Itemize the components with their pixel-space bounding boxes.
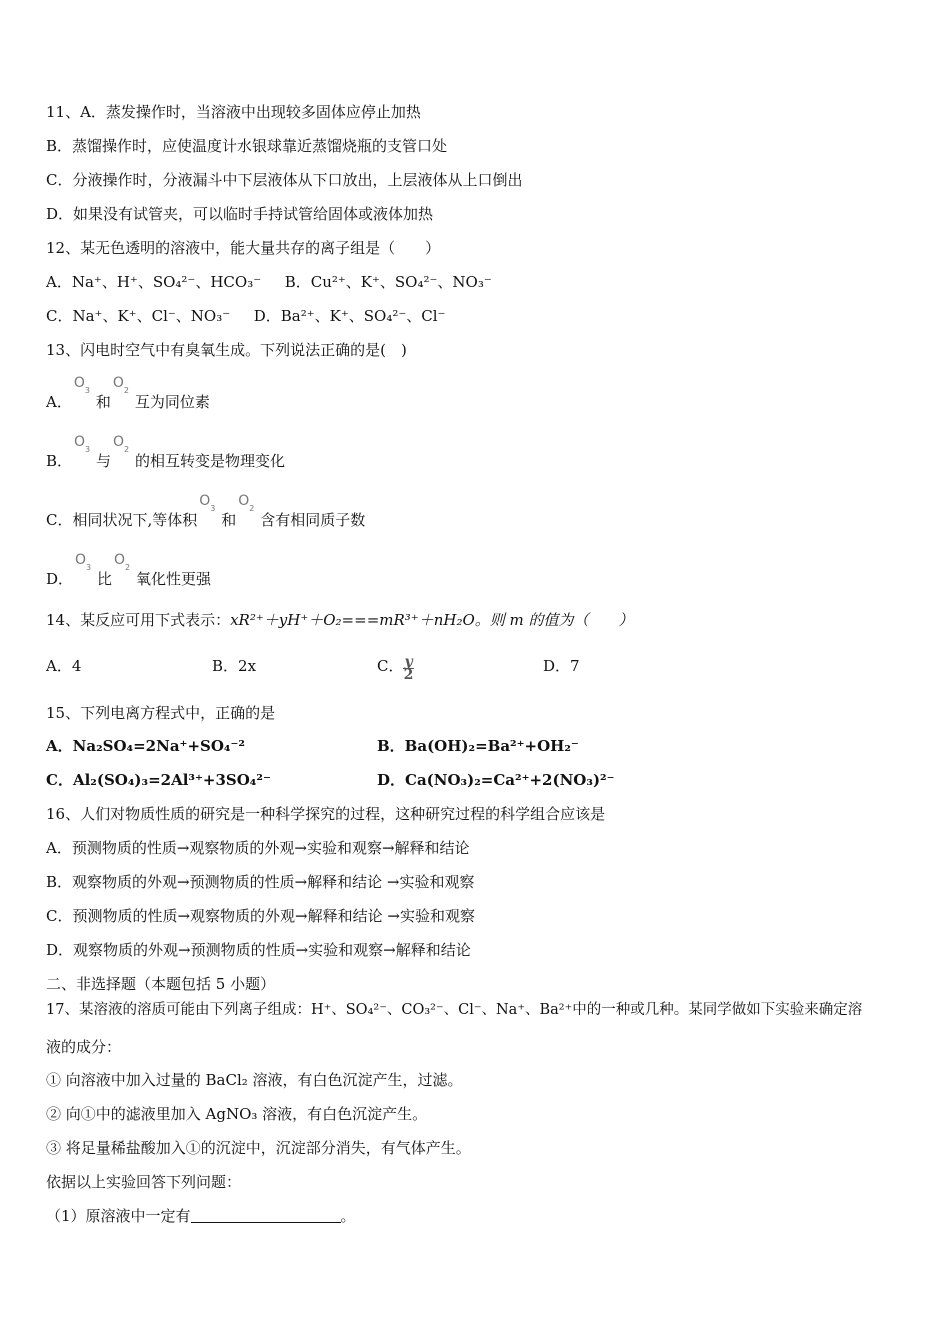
q12-options-ab xyxy=(46,272,492,292)
q17-step-3: ③ 将足量稀盐酸加入①的沉淀中，沉淀部分消失，有气体产生。 xyxy=(46,1139,471,1157)
q14-option-a: A．4 xyxy=(46,657,82,675)
q14-equation: xR²⁺＋yH⁺＋O₂===mR³⁺＋nH₂O。则 m 的值为（ ） xyxy=(230,611,634,629)
q17-prompt: 依据以上实验回答下列问题： xyxy=(46,1173,242,1191)
q12-stem: 12、某无色透明的溶液中，能大量共存的离子组是（ ） xyxy=(46,239,441,257)
q16-stem: 16、人们对物质性质的研究是一种科学探究的过程，这种研究过程的科学组合应该是 xyxy=(46,805,606,823)
q14-option-c: C． $\frac{y}{2}$ xyxy=(377,654,414,683)
q11-option-b: B．蒸馏操作时，应使温度计水银球靠近蒸馏烧瓶的支管口处 xyxy=(46,137,448,155)
q11-option-d: D．如果没有试管夹，可以临时手持试管给固体或液体加热 xyxy=(46,205,434,223)
q12-option-b: B．Cu²⁺、K⁺、SO₄²⁻、NO₃⁻ xyxy=(284,273,492,291)
q14-stem: 14、某反应可用下式表示：xR²⁺＋yH⁺＋O₂===mR³⁺＋nH₂O。则 m 的值为（ ） xyxy=(46,611,634,629)
q15-option-a: A．Na₂SO₄=2Na⁺+SO₄⁻² xyxy=(46,737,245,755)
q16-option-d: D．观察物质的外观→预测物质的性质→实验和观察→解释和结论 xyxy=(46,941,471,959)
q16-option-a: A．预测物质的性质→观察物质的外观→实验和观察→解释和结论 xyxy=(46,839,470,857)
q13-option-b: B． O 3 与 O 2 的相互转变是物理变化 xyxy=(46,434,286,470)
q13-stem: 13、闪电时空气中有臭氧生成。下列说法正确的是( ) xyxy=(46,341,407,359)
q15-stem: 15、下列电离方程式中，正确的是 xyxy=(46,704,276,722)
q14-option-b: B．2x xyxy=(212,657,257,675)
q17-step-2: ② 向①中的滤液里加入 AgNO₃ 溶液，有白色沉淀产生。 xyxy=(46,1105,428,1123)
oxygen-formula: O 2 xyxy=(114,552,131,572)
q15-option-b: B．Ba(OH)₂=Ba²⁺+OH₂⁻ xyxy=(377,737,579,755)
q16-option-b: B．观察物质的外观→预测物质的性质→解释和结论 →实验和观察 xyxy=(46,873,475,891)
q12-options-cd xyxy=(46,306,445,326)
q13-option-c: C．相同状况下,等体积 O 3 和 O 2 含有相同质子数 xyxy=(46,493,366,529)
q12-option-c: C．Na⁺、K⁺、Cl⁻、NO₃⁻ xyxy=(46,307,231,325)
q16-option-c: C．预测物质的性质→观察物质的外观→解释和结论 →实验和观察 xyxy=(46,907,475,925)
q15-option-c: C．Al₂(SO₄)₃=2Al³⁺+3SO₄²⁻ xyxy=(46,771,271,789)
ozone-formula: O 3 xyxy=(74,434,91,454)
ozone-formula: O 3 xyxy=(75,552,92,572)
q12-option-a: A．Na⁺、H⁺、SO₄²⁻、HCO₃⁻ xyxy=(46,273,262,291)
fraction-y-over-2: $\frac{y}{2}$ xyxy=(403,654,414,683)
answer-blank[interactable] xyxy=(191,1208,341,1223)
oxygen-formula: O 2 xyxy=(238,493,255,513)
section-heading: 二、非选择题（本题包括 5 小题） xyxy=(46,975,276,993)
oxygen-formula: O 2 xyxy=(112,375,129,395)
q12-option-d: D．Ba²⁺、K⁺、SO₄²⁻、Cl⁻ xyxy=(253,307,446,325)
q15-option-d: D．Ca(NO₃)₂=Ca²⁺+2(NO₃)²⁻ xyxy=(377,771,615,789)
q17-subquestion-1: （1）原溶液中一定有 。 xyxy=(46,1207,356,1225)
q13-option-d: D． O 3 比 O 2 氧化性更强 xyxy=(46,552,212,588)
q11-option-c: C．分液操作时，分液漏斗中下层液体从下口放出，上层液体从上口倒出 xyxy=(46,171,523,189)
ozone-formula: O 3 xyxy=(73,375,90,395)
q13-option-a: A． O 3 和 O 2 互为同位素 xyxy=(46,375,210,411)
q11-stem: 11、A．蒸发操作时，当溶液中出现较多固体应停止加热 xyxy=(46,103,421,121)
q14-option-d: D．7 xyxy=(543,657,580,675)
q17-step-1: ① 向溶液中加入过量的 BaCl₂ 溶液，有白色沉淀产生，过滤。 xyxy=(46,1071,463,1089)
q17-stem-line1: 17、某溶液的溶质可能由下列离子组成：H⁺、SO₄²⁻、CO₃²⁻、Cl⁻、Na⁺、Ba²⁺中的一种或几种。某同学做如下实验来确定溶 xyxy=(46,1002,863,1018)
q17-stem-line2: 液的成分： xyxy=(46,1038,122,1056)
oxygen-formula: O 2 xyxy=(113,434,130,454)
ozone-formula: O 3 xyxy=(199,493,216,513)
